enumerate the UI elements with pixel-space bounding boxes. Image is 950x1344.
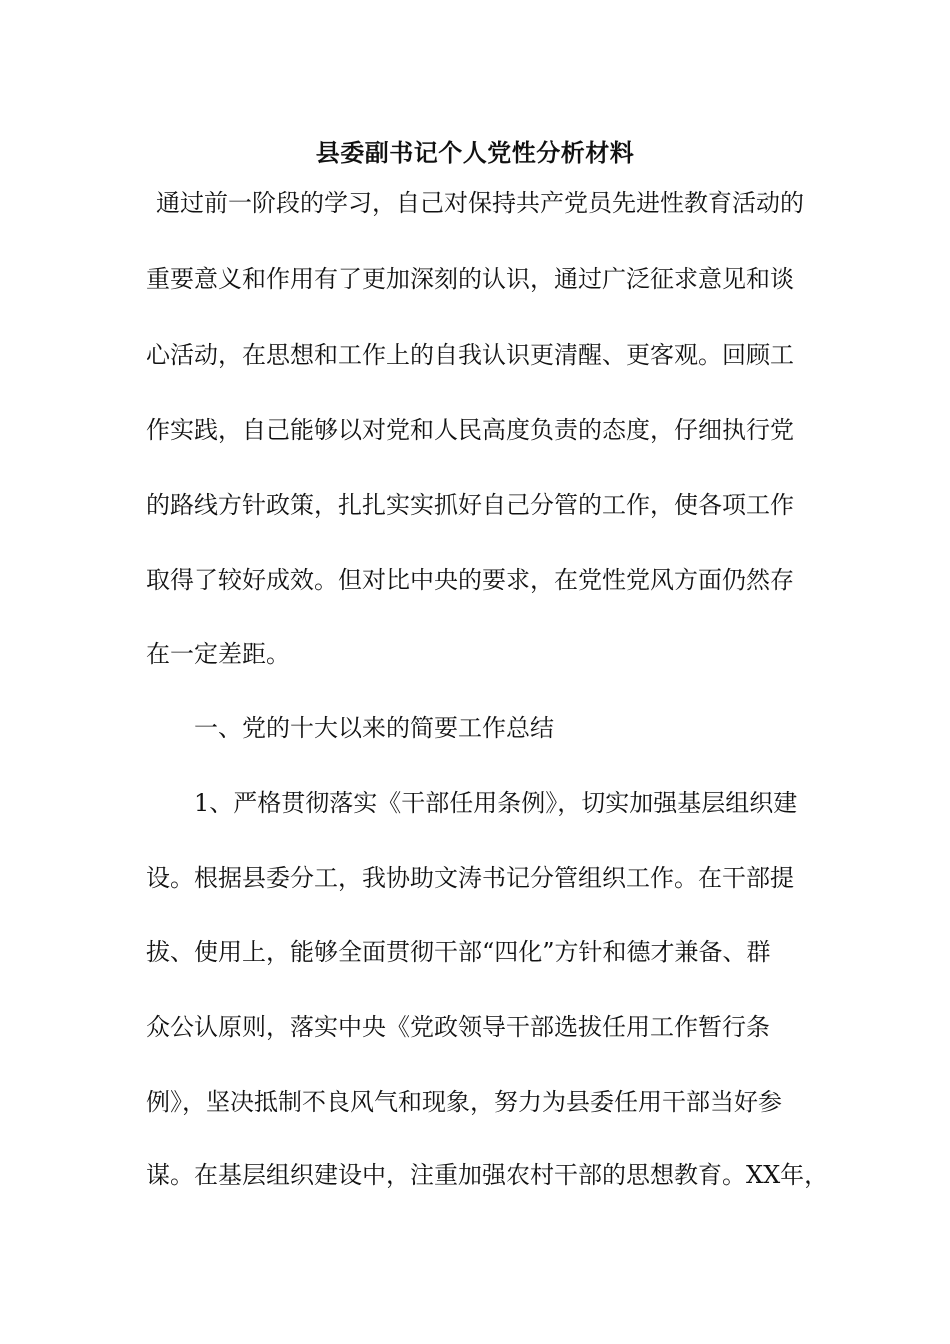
body-line: 取得了较好成效。但对比中央的要求，在党性党风方面仍然存	[146, 566, 794, 594]
body-line: 作实践，自己能够以对党和人民高度负责的态度，仔细执行党	[146, 416, 794, 444]
body-line: 谋。在基层组织建设中，注重加强农村干部的思想教育。XX年，	[146, 1161, 829, 1189]
section-heading: 一、党的十大以来的简要工作总结	[194, 714, 554, 742]
body-line: 的路线方针政策，扎扎实实抓好自己分管的工作，使各项工作	[146, 491, 794, 519]
body-line: 心活动，在思想和工作上的自我认识更清醒、更客观。回顾工	[146, 341, 794, 369]
body-line: 设。根据县委分工，我协助文涛书记分管组织工作。在干部提	[146, 864, 794, 892]
document-title: 县委副书记个人党性分析材料	[315, 138, 635, 167]
body-line: 例》，坚决抵制不良风气和现象，努力为县委任用干部当好参	[146, 1088, 782, 1116]
body-line: 众公认原则，落实中央《党政领导干部选拔任用工作暂行条	[146, 1013, 770, 1041]
body-line: 通过前一阶段的学习，自己对保持共产党员先进性教育活动的	[156, 189, 804, 217]
body-line: 拔、使用上，能够全面贯彻干部“四化”方针和德才兼备、群	[146, 938, 771, 966]
body-line: 在一定差距。	[146, 640, 290, 668]
body-line: 1、严格贯彻落实《干部任用条例》，切实加强基层组织建	[194, 789, 798, 817]
body-line: 重要意义和作用有了更加深刻的认识，通过广泛征求意见和谈	[146, 265, 794, 293]
